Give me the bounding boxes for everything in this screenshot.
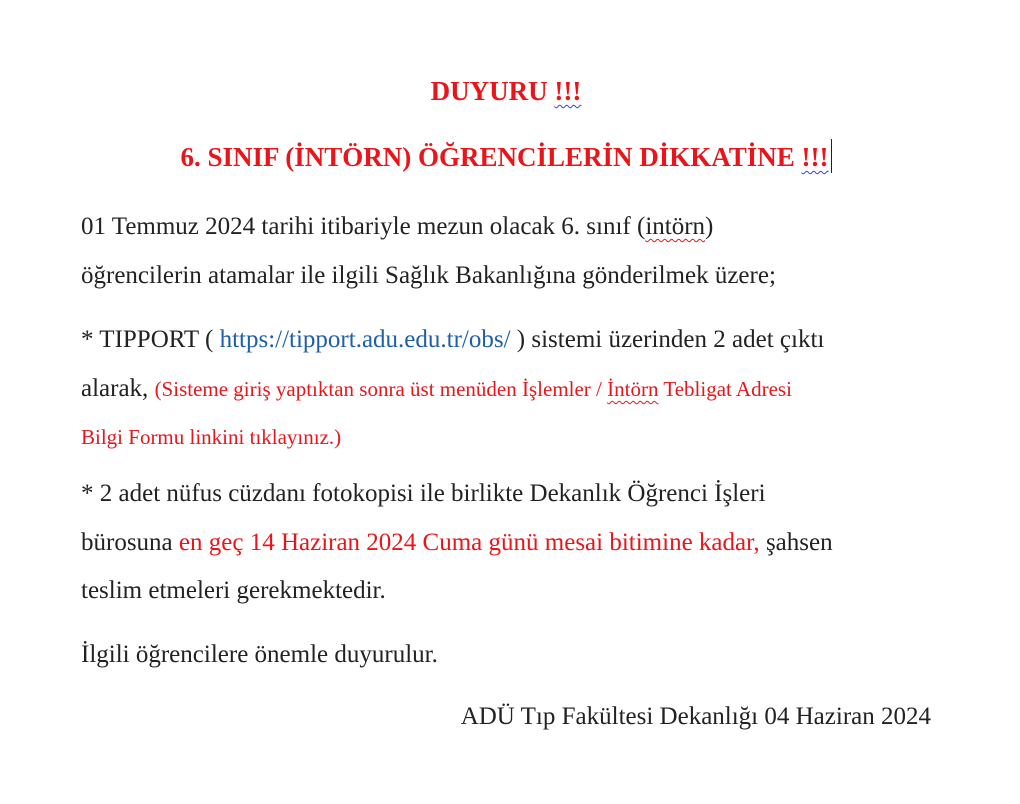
- p2-prefix: * TIPPORT (: [81, 326, 220, 353]
- p2-suffix: ) sistemi üzerinden 2 adet çıktı: [510, 326, 825, 353]
- text-cursor: [831, 139, 832, 173]
- paragraph-1-line-2: öğrencilerin atamalar ile ilgili Sağlık Bakanlığına gönderilmek üzere;: [81, 262, 776, 289]
- paragraph-3-line-2: [81, 527, 833, 559]
- paragraph-2-line-2: [81, 373, 792, 405]
- paragraph-4: İlgili öğrencilere önemle duyurulur.: [81, 641, 438, 668]
- p2-instruction-b: Tebligat Adresi: [658, 377, 792, 401]
- heading-exclamation: !!!: [554, 76, 582, 106]
- paragraph-3-line-3: teslim etmeleri gerekmektedir.: [81, 577, 386, 604]
- paragraph-2-line-1: [81, 324, 824, 356]
- title-text: 6. SINIF (İNTÖRN) ÖĞRENCİLERİN DİKKATİNE: [180, 142, 802, 172]
- p1-intorn-word: intörn: [645, 213, 706, 240]
- tipport-link[interactable]: https://tipport.adu.edu.tr/obs/: [219, 326, 511, 353]
- p2-intorn-word: İntörn: [607, 377, 659, 401]
- paragraph-2-line-3: Bilgi Formu linkini tıklayınız.): [81, 425, 342, 449]
- p3-text-a: bürosuna: [81, 529, 179, 556]
- p3-deadline: en geç 14 Haziran 2024 Cuma günü mesai bitimine kadar,: [178, 529, 760, 556]
- paragraph-3-line-1: * 2 adet nüfus cüzdanı fotokopisi ile birlikte Dekanlık Öğrenci İşleri: [81, 480, 766, 507]
- title-exclamation: !!!: [801, 142, 829, 172]
- p2-line2-text: alarak,: [81, 375, 155, 402]
- p1-text-b: ): [705, 213, 714, 240]
- announcement-heading: [0, 75, 1012, 107]
- p3-text-b: şahsen: [759, 529, 833, 556]
- heading-text: DUYURU: [430, 76, 555, 106]
- signature: ADÜ Tıp Fakültesi Dekanlığı 04 Haziran 2024: [460, 703, 931, 730]
- announcement-title: [0, 139, 1012, 173]
- p2-instruction-a: (Sisteme giriş yaptıktan sonra üst menüden İşlemler /: [154, 377, 608, 401]
- p1-text-a: 01 Temmuz 2024 tarihi itibariyle mezun olacak 6. sınıf (: [81, 213, 646, 240]
- paragraph-1-line-1: [81, 211, 713, 243]
